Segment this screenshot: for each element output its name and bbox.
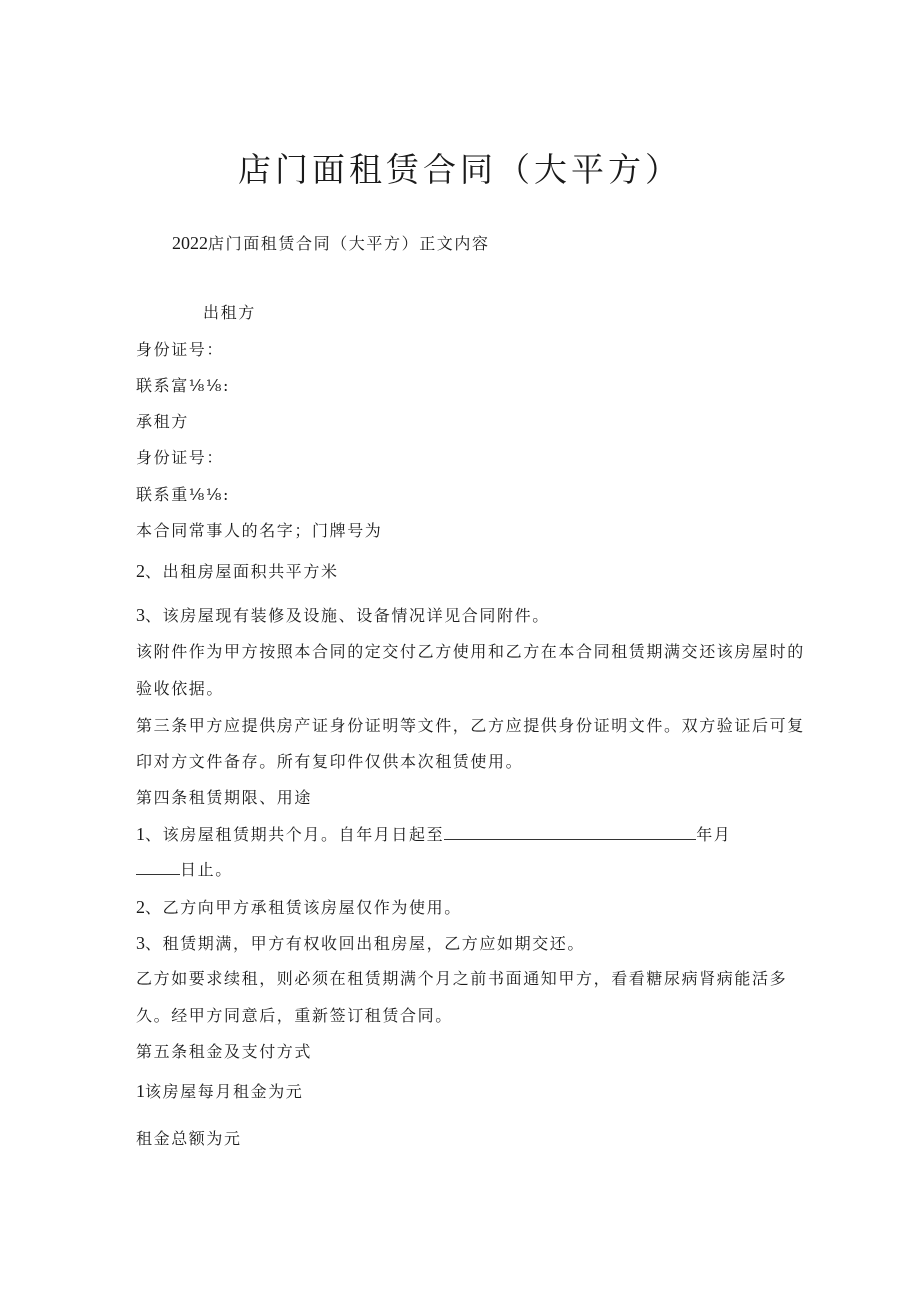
article-3-line-2: 印对方文件备存。所有复印件仅供本次租赁使用。	[136, 752, 524, 771]
article-5-title: 第五条租金及支付方式	[136, 1042, 313, 1061]
article-5-clause-1-number: 1	[136, 1081, 145, 1101]
article-4-clause-1-tail: 年月	[696, 825, 732, 844]
article-3-line-1: 第三条甲方应提供房产证身份证明等文件，乙方应提供身份证明文件。双方验证后可复	[136, 716, 805, 735]
clause-facilities-number: 3	[136, 605, 145, 625]
clause-area-text: 、出租房屋面积共平方米	[145, 562, 339, 581]
lessee-label: 承租方	[136, 412, 189, 431]
article-5-clause-1	[136, 1080, 303, 1103]
attachment-paragraph-line-1: 该附件作为甲方按照本合同的定交付乙方使用和乙方在本合同租赁期满交还该房屋时的	[136, 642, 805, 661]
article-4-title: 第四条租赁期限、用途	[136, 788, 313, 807]
article-4-clause-3	[136, 932, 585, 955]
article-4-clause-2-number: 2	[136, 897, 145, 917]
article-4-clause-1	[136, 823, 731, 846]
clause-party-names: 本合同常事人的名字；门牌号为	[136, 521, 383, 540]
attachment-paragraph-line-2: 验收依据。	[136, 679, 225, 698]
document-title: 店门面租赁合同（大平方）	[238, 150, 682, 189]
day-blank	[136, 858, 180, 875]
lessor-id-line: 身份证号：	[136, 340, 225, 359]
lessee-phone-line: 联系重⅛⅛:	[136, 485, 231, 504]
document-subtitle	[172, 232, 490, 255]
article-5-clause-1-text: 该房屋每月租金为元	[145, 1082, 304, 1101]
renewal-line-2: 久。经甲方同意后，重新签订租赁合同。	[136, 1006, 453, 1025]
clause-facilities	[136, 604, 550, 627]
subtitle-text: 店门面租赁合同（大平方）正文内容	[208, 234, 490, 253]
article-4-clause-2	[136, 896, 462, 919]
subtitle-year: 2022	[172, 233, 208, 253]
article-4-clause-3-text: 、租赁期满，甲方有权收回出租房屋，乙方应如期交还。	[145, 934, 586, 953]
article-4-clause-1-text: 、该房屋租赁期共个月。自年月日起至	[145, 825, 445, 844]
clause-area	[136, 560, 339, 583]
clause-area-number: 2	[136, 561, 145, 581]
article-4-clause-1-continuation	[136, 858, 233, 881]
renewal-line-1: 乙方如要求续租，则必须在租赁期满个月之前书面通知甲方，看看糖尿病肾病能活多	[136, 969, 788, 988]
lessor-phone-line: 联系富⅛⅛:	[136, 376, 231, 395]
article-4-clause-3-number: 3	[136, 933, 145, 953]
article-4-clause-1-number: 1	[136, 824, 145, 844]
lessee-id-line: 身份证号：	[136, 448, 225, 467]
article-4-clause-1-end: 日止。	[180, 860, 233, 879]
article-4-clause-2-text: 、乙方向甲方承租赁该房屋仅作为使用。	[145, 898, 462, 917]
lessor-label: 出租方	[203, 303, 256, 322]
date-blank	[444, 823, 696, 840]
total-rent-line: 租金总额为元	[136, 1129, 242, 1148]
clause-facilities-text: 、该房屋现有装修及设施、设备情况详见合同附件。	[145, 606, 550, 625]
